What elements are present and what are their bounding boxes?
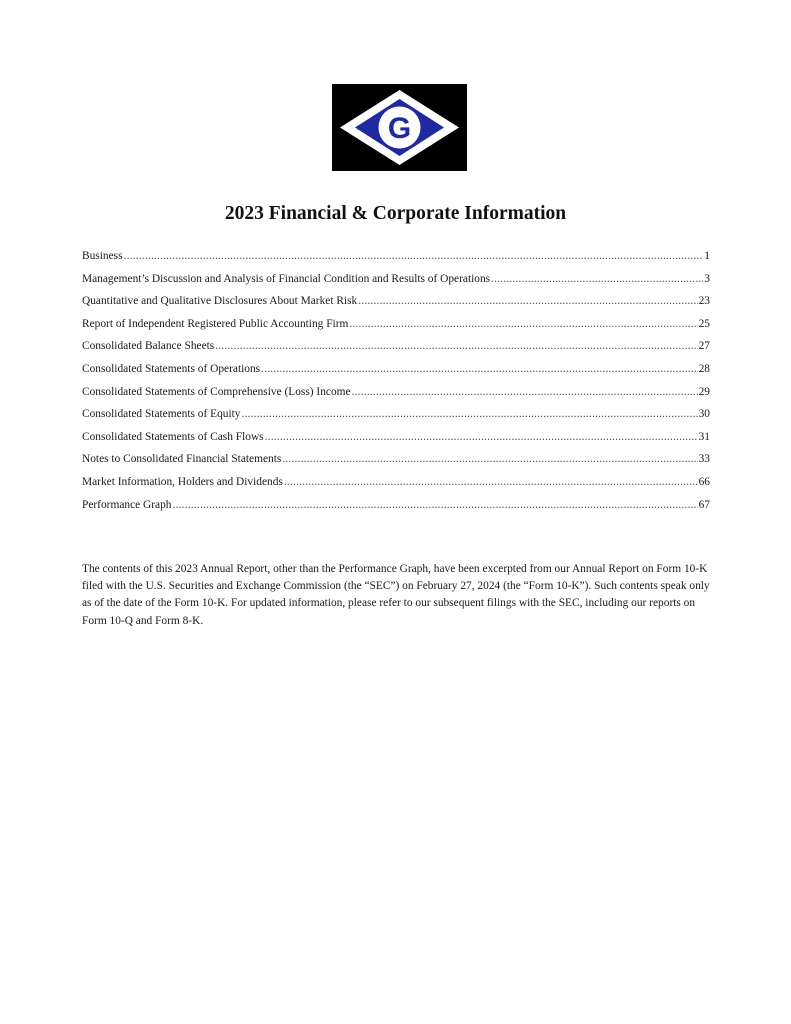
excerpt-disclaimer: The contents of this 2023 Annual Report, other than the Performance Graph, have been excerpted from our Annual Report on Form 10-K filed with the U.S. Securities and Exchange Commission (the “SEC”) on February 27, 2024 (the “Form 10-K”). Such contents speak only as of the date of the Form 10-K. For updated information, please refer to our subsequent filings with the SEC, including our reports on Form 10-Q and Form 8-K.	[82, 563, 710, 627]
toc-entry-page: 1	[704, 250, 710, 262]
toc-entry-label: Consolidated Statements of Operations	[82, 362, 261, 375]
toc-dot-leader	[215, 339, 697, 354]
toc-entry-mdna[interactable]	[82, 272, 710, 295]
toc-entry-label: Quantitative and Qualitative Disclosures About Market Risk	[82, 295, 358, 308]
toc-entry-label: Market Information, Holders and Dividends	[82, 475, 283, 488]
toc-entry-notes[interactable]	[82, 452, 710, 475]
toc-dot-leader	[261, 362, 698, 377]
toc-entry-label: Notes to Consolidated Financial Statements	[82, 453, 282, 466]
toc-entry-label: Report of Independent Registered Public Accounting Firm	[82, 317, 349, 330]
toc-entry-label: Consolidated Statements of Equity	[82, 408, 241, 421]
toc-dot-leader	[282, 452, 697, 467]
page-title: 2023 Financial & Corporate Information	[224, 203, 567, 224]
toc-entry-market-risk[interactable]	[82, 294, 710, 317]
toc-entry-label: Consolidated Statements of Comprehensive (Loss) Income	[82, 385, 351, 398]
logo-letter: G	[387, 112, 412, 145]
toc-entry-comprehensive-income[interactable]	[82, 385, 710, 408]
g-diamond-logo-icon	[332, 84, 467, 171]
toc-entry-label: Management’s Discussion and Analysis of Financial Condition and Results of Operations	[82, 272, 491, 285]
toc-entry-page: 27	[698, 340, 710, 353]
toc-entry-equity[interactable]	[82, 407, 710, 430]
toc-entry-page: 67	[698, 498, 710, 511]
toc-entry-business[interactable]	[82, 249, 710, 272]
toc-dot-leader	[242, 407, 698, 422]
table-of-contents	[82, 249, 710, 520]
toc-entry-market-information[interactable]	[82, 475, 710, 498]
toc-entry-page: 31	[698, 430, 710, 443]
toc-entry-page: 3	[704, 272, 710, 285]
toc-dot-leader	[265, 430, 698, 445]
toc-dot-leader	[349, 317, 697, 332]
toc-dot-leader	[491, 272, 703, 287]
toc-dot-leader	[284, 475, 698, 490]
toc-entry-page: 25	[698, 317, 710, 330]
toc-dot-leader	[173, 498, 698, 513]
toc-entry-performance-graph[interactable]	[82, 498, 710, 521]
toc-entry-operations[interactable]	[82, 362, 710, 385]
toc-dot-leader	[124, 249, 704, 264]
company-logo	[332, 84, 467, 171]
toc-entry-label: Consolidated Statements of Cash Flows	[82, 430, 264, 443]
toc-entry-page: 30	[698, 408, 710, 421]
toc-entry-label: Business	[82, 250, 123, 262]
toc-entry-page: 33	[698, 453, 710, 466]
toc-entry-page: 29	[698, 385, 710, 398]
toc-entry-page: 23	[698, 295, 710, 308]
toc-entry-cash-flows[interactable]	[82, 430, 710, 453]
toc-dot-leader	[352, 385, 698, 400]
toc-entry-balance-sheets[interactable]	[82, 339, 710, 362]
toc-entry-page: 28	[698, 362, 710, 375]
toc-entry-label: Performance Graph	[82, 498, 172, 511]
toc-entry-auditor-report[interactable]	[82, 317, 710, 340]
toc-entry-page: 66	[698, 475, 710, 488]
toc-dot-leader	[358, 294, 697, 309]
toc-entry-label: Consolidated Balance Sheets	[82, 340, 215, 353]
